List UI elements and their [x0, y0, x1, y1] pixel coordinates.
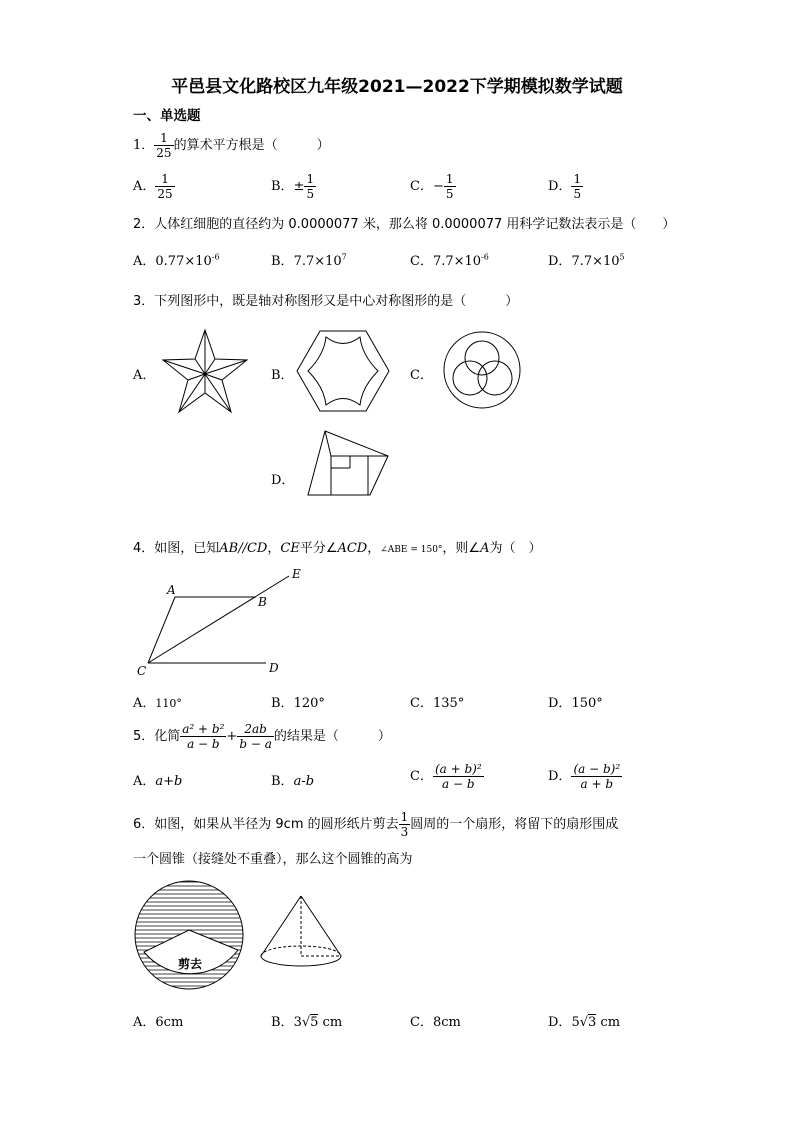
label-b: B: [258, 595, 267, 609]
q5-option-d[interactable]: [548, 762, 622, 791]
q4-text-pre: 4．如图，已知: [133, 541, 220, 556]
option-label: D．: [548, 254, 572, 269]
q4-angle-a: A: [480, 541, 490, 556]
option-label: D．: [548, 769, 572, 784]
question-5: [133, 722, 391, 751]
frac-num: 1: [445, 172, 454, 186]
q4-ab-cd: AB//CD: [219, 541, 268, 556]
option-coefficient: 5: [571, 1015, 580, 1030]
option-value: 8cm: [432, 1015, 461, 1030]
q4-sep: ，: [367, 541, 381, 556]
option-label: B．: [271, 696, 294, 711]
q4-option-c[interactable]: [410, 692, 464, 711]
option-value: a-b: [293, 774, 315, 789]
option-fraction: [571, 172, 583, 201]
option-exponent: -6: [211, 252, 220, 262]
q6-text-post: 圆周的一个扇形，将留下的扇形围成: [410, 817, 619, 832]
option-unit: cm: [596, 1015, 621, 1030]
option-label: C．: [410, 179, 433, 194]
option-value: 120°: [293, 696, 325, 711]
frac-num: 2ab: [237, 722, 274, 737]
q3-circles-figure: [440, 330, 526, 410]
q4-text-post: ，则∠: [442, 541, 481, 556]
q6-cone-figure: [258, 894, 344, 970]
sqrt-icon: √: [579, 1015, 589, 1030]
option-base: 0.77×10: [155, 254, 212, 269]
question-2: 2．人体红细胞的直径约为 0.0000077 米，那么将 0.0000077 用科学记数法表示是（ ）: [133, 217, 676, 232]
option-base: 7.7×10: [293, 254, 342, 269]
option-value: a+b: [155, 774, 183, 789]
page-title: 平邑县文化路校区九年级2021—2022下学期模拟数学试题: [171, 77, 623, 97]
label-a: A: [167, 583, 176, 597]
question-6-line-2: 一个圆锥（接缝处不重叠），那么这个圆锥的高为: [133, 852, 413, 867]
q3-option-d-label[interactable]: D．: [271, 473, 295, 488]
q1-number: 1．: [133, 138, 155, 153]
q5-fraction-2: [237, 722, 274, 751]
q5-option-b[interactable]: [271, 770, 314, 789]
option-fraction: [433, 762, 484, 791]
q1-option-b[interactable]: [271, 172, 316, 201]
option-radicand: 5: [310, 1015, 319, 1030]
option-exponent: -6: [481, 252, 489, 262]
option-label: A．: [133, 774, 156, 789]
q4-option-a[interactable]: [133, 692, 182, 711]
q2-option-b[interactable]: [271, 250, 347, 269]
q1-option-a[interactable]: [133, 172, 175, 201]
option-label: C．: [410, 696, 433, 711]
frac-den: 25: [157, 187, 173, 201]
option-label: B．: [271, 1015, 294, 1030]
option-label: A．: [133, 696, 156, 711]
label-e: E: [292, 567, 301, 581]
option-label: D．: [548, 696, 572, 711]
option-exponent: 5: [619, 252, 625, 262]
q1-frac-num: 1: [154, 131, 173, 146]
option-fraction: [571, 762, 622, 791]
q6-option-b[interactable]: [271, 1011, 342, 1030]
q1-fraction: [154, 131, 173, 160]
q2-option-a[interactable]: [133, 250, 220, 269]
section-heading: 一、单选题: [133, 108, 201, 124]
frac-den: a + b: [580, 777, 614, 791]
option-exponent: 7: [341, 252, 347, 262]
option-unit: cm: [318, 1015, 343, 1030]
option-base: 7.7×10: [432, 254, 482, 269]
frac-num: 1: [573, 172, 582, 186]
q4-option-b[interactable]: [271, 692, 325, 711]
question-1: [133, 131, 330, 160]
cut-label: 剪去: [178, 957, 203, 971]
q6-circle-cut-figure: [134, 880, 246, 992]
q5-number: 5．化简: [133, 729, 181, 744]
option-value: 135°: [432, 696, 465, 711]
q6-fraction: [399, 810, 411, 839]
q2-option-d[interactable]: [548, 250, 625, 269]
q6-option-d[interactable]: [548, 1011, 620, 1030]
q5-plus: +: [226, 729, 238, 744]
question-3: 3．下列图形中，既是轴对称图形又是中心对称图形的是（ ）: [133, 294, 519, 309]
frac-den: 3: [400, 825, 409, 839]
q1-option-d[interactable]: [548, 172, 583, 201]
option-coefficient: 3: [293, 1015, 302, 1030]
q1-frac-den: 25: [156, 146, 172, 160]
q3-option-c-label[interactable]: C．: [410, 368, 433, 383]
q3-option-a-label[interactable]: A．: [133, 368, 156, 383]
q1-text: 的算术平方根是（ ）: [173, 138, 330, 153]
q1-option-c[interactable]: [410, 172, 456, 201]
q5-text: 的结果是（ ）: [273, 729, 391, 744]
q4-acd: ACD: [337, 541, 368, 556]
option-base: 7.7×10: [571, 254, 620, 269]
sqrt-icon: √: [301, 1015, 311, 1030]
option-value: 150°: [571, 696, 603, 711]
option-prefix: −: [432, 179, 444, 194]
q3-hexagon-figure: [296, 330, 390, 412]
q5-fraction-1: [180, 722, 226, 751]
option-label: A．: [133, 254, 156, 269]
label-d: D: [269, 661, 279, 675]
frac-num: 1: [155, 172, 174, 187]
frac-den: 5: [445, 187, 454, 201]
option-label: C．: [410, 1015, 433, 1030]
option-label: B．: [271, 179, 294, 194]
q4-geometry-figure: [134, 566, 310, 678]
q3-star-figure: [160, 328, 250, 414]
option-prefix: ±: [293, 179, 305, 194]
option-radicand: 3: [588, 1015, 597, 1030]
option-fraction: [155, 172, 174, 201]
q6-option-a[interactable]: [133, 1011, 183, 1030]
frac-num: a² + b²: [182, 722, 225, 736]
option-label: C．: [410, 254, 433, 269]
option-label: B．: [271, 254, 294, 269]
frac-den: a − b: [187, 737, 220, 751]
frac-num: 1: [306, 172, 315, 186]
frac-num: 1: [400, 810, 409, 824]
frac-den: 5: [306, 187, 315, 201]
q5-option-c[interactable]: [410, 762, 484, 791]
q5-option-a[interactable]: [133, 770, 182, 789]
q6-option-c[interactable]: [410, 1011, 461, 1030]
q4-ce: CE: [280, 541, 300, 556]
q4-angle-abe: ∠ABE = 150°: [380, 545, 443, 555]
option-value: 110°: [155, 697, 182, 710]
q2-option-c[interactable]: [410, 250, 489, 269]
frac-den: a − b: [442, 777, 475, 791]
option-label: D．: [548, 179, 572, 194]
label-c: C: [137, 664, 147, 678]
q4-text-mid: 平分∠: [299, 541, 338, 556]
option-value: 6cm: [155, 1015, 184, 1030]
option-label: D．: [548, 1015, 572, 1030]
q3-square-figure: [305, 430, 389, 496]
option-label: C．: [410, 769, 433, 784]
q4-sep: ，: [267, 541, 281, 556]
option-label: A．: [133, 1015, 156, 1030]
option-label: A．: [133, 179, 156, 194]
question-4: [133, 537, 541, 556]
frac-num: (a + b)²: [434, 762, 482, 776]
q3-option-b-label[interactable]: B．: [271, 368, 294, 383]
q4-option-d[interactable]: [548, 692, 603, 711]
option-fraction: [304, 172, 316, 201]
option-label: B．: [271, 774, 294, 789]
question-6-line-1: [133, 810, 618, 839]
frac-den: b − a: [239, 737, 272, 751]
frac-num: (a − b)²: [573, 762, 621, 776]
q4-text-end: 为（ ）: [489, 541, 542, 556]
option-fraction: [444, 172, 456, 201]
q6-text-pre: 6．如图，如果从半径为 9cm 的圆形纸片剪去: [133, 817, 399, 832]
frac-den: 5: [573, 187, 582, 201]
